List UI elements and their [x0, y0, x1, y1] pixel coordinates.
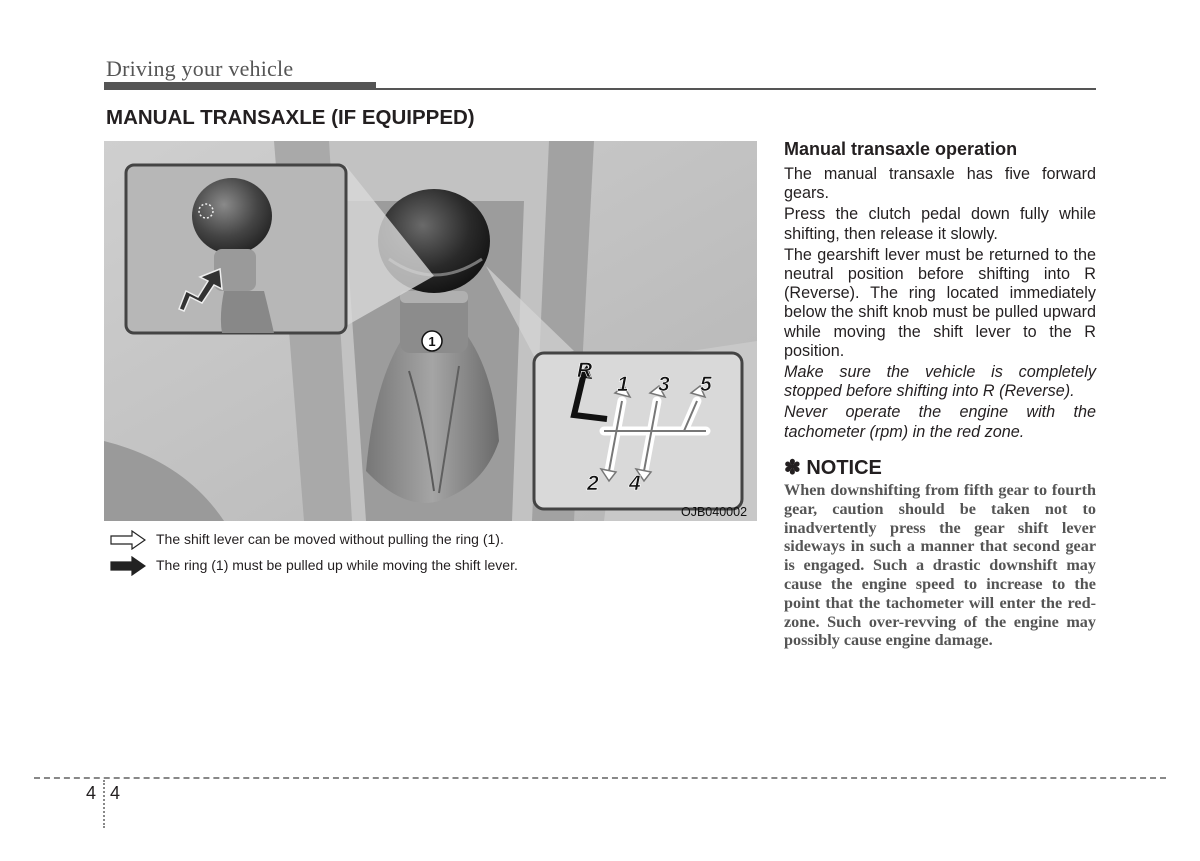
header-rule-thick — [104, 82, 376, 90]
paragraph-clutch: Press the clutch pedal down fully while shifting, then release it slowly. — [784, 205, 1096, 243]
solid-arrow-icon — [110, 556, 146, 576]
paragraph-gears: The manual transaxle has five forward gears. — [784, 165, 1096, 203]
legend-item — [110, 530, 750, 550]
paragraph-stop-caution: Make sure the vehicle is completely stopped before shifting into R (Reverse). — [784, 363, 1096, 401]
notice-body-block — [784, 481, 1096, 650]
gear-label-2: 2 — [587, 472, 599, 495]
header-rule-thin — [376, 88, 1096, 90]
shift-lever-figure — [104, 141, 757, 521]
operation-heading — [784, 139, 1096, 160]
outline-arrow-icon — [110, 530, 146, 550]
legend-text: The shift lever can be moved without pulling the ring (1). — [156, 531, 504, 547]
notice-body: When downshifting from fifth gear to fourth gear, caution should be taken not to inadvertently press the gear shift lever sideways in such a manner that second gear is engaged. Such a drastic downshift may cause the engine speed to increase to the point that the tachometer will enter the red-zone. Such over-revving of the engine may possibly cause engine damage. — [784, 481, 1096, 650]
legend-item — [110, 556, 750, 576]
section-title: MANUAL TRANSAXLE (IF EQUIPPED) — [106, 106, 475, 129]
gear-label-4: 4 — [629, 472, 641, 495]
gear-label-1: 1 — [617, 373, 629, 396]
paragraph-tachometer-caution: Never operate the engine with the tachometer (rpm) in the red zone. — [784, 403, 1096, 441]
page-number: 4 — [110, 783, 121, 803]
chapter-number: 4 — [86, 783, 97, 803]
paragraph-reverse: The gearshift lever must be returned to the neutral position before shifting into R (Reverse). The ring located immediately below the shift knob must be pulled upward while moving the shift lever to the R position. — [784, 245, 1096, 360]
shift-lever-photo — [104, 141, 757, 521]
notice-heading-text: ✽ NOTICE — [784, 457, 882, 479]
legend-text: The ring (1) must be pulled up while moving the shift lever. — [156, 557, 518, 573]
gear-label-3: 3 — [658, 373, 670, 396]
running-header: Driving your vehicle — [106, 56, 294, 81]
operation-heading-text: Manual transaxle operation — [784, 139, 1018, 159]
gear-label-r: R — [577, 359, 593, 382]
gear-label-5: 5 — [700, 373, 712, 396]
operation-body — [784, 165, 1096, 442]
footer-rule — [34, 777, 1166, 779]
notice-heading — [784, 455, 1096, 480]
footer-divider — [103, 780, 105, 828]
figure-code: OJB040002 — [681, 505, 748, 519]
ring-callout-label: 1 — [428, 334, 436, 349]
